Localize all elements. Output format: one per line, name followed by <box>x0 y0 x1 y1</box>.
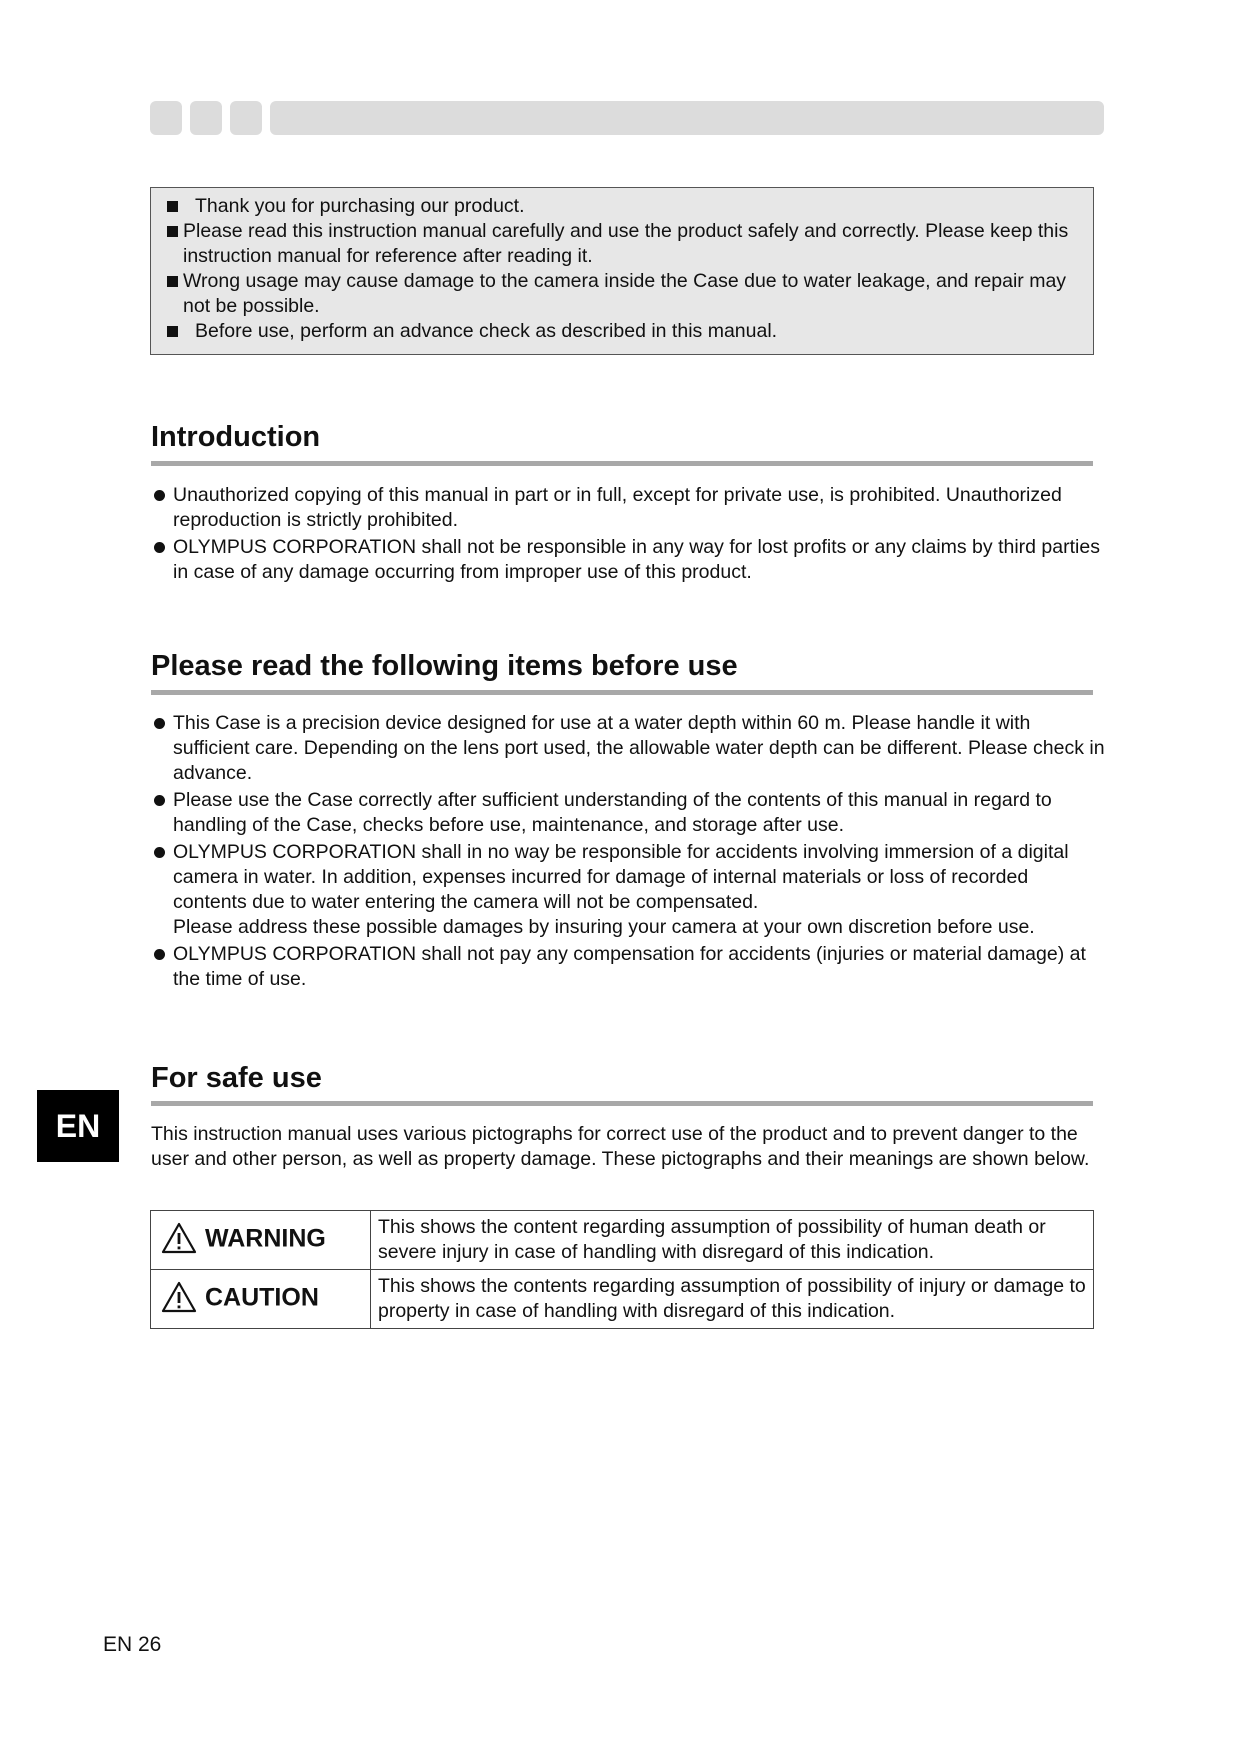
language-tab: EN <box>37 1090 119 1162</box>
list-item-note: Please address these possible damages by insuring your camera at your own discretion before use. <box>173 916 1035 938</box>
list-item: This Case is a precision device designed for use at a water depth within 60 m. Please handle it with sufficient care. Depending on the lens port used, the allowable water depth can be different. Please check in advance. <box>151 711 1106 786</box>
introduction-list <box>151 483 1101 587</box>
notice-item: Thank you for purchasing our product. <box>163 194 1079 219</box>
header-block <box>190 101 222 135</box>
legend-description: This shows the contents regarding assumption of possibility of injury or damage to property in case of handling with disregard of this indication. <box>371 1270 1094 1329</box>
legend-label: CAUTION <box>205 1283 319 1312</box>
header-band <box>270 101 1104 135</box>
legend-description: This shows the content regarding assumption of possibility of human death or severe injury in case of handling with disregard of this indication. <box>371 1211 1094 1270</box>
section-rule <box>151 690 1093 695</box>
list-item: OLYMPUS CORPORATION shall in no way be responsible for accidents involving immersion of a digital camera in water. In addition, expenses incurred for damage of internal materials or loss of recorded contents due to water entering the camera will not be compensated. Please address these possible damages by insuring your camera at your own discretion before use. <box>151 840 1098 940</box>
header-block <box>150 101 182 135</box>
section-rule <box>151 1101 1093 1106</box>
section-title-before-use: Please read the following items before use <box>151 650 738 682</box>
table-row <box>151 1270 1094 1329</box>
square-bullet-icon <box>167 326 178 337</box>
round-bullet-icon <box>154 718 165 729</box>
pictograph-legend-table <box>150 1210 1094 1329</box>
notice-item: Before use, perform an advance check as described in this manual. <box>163 319 1079 344</box>
safe-use-intro: This instruction manual uses various pictographs for correct use of the product and to prevent danger to the user and other person, as well as property damage. These pictographs and their meanings are shown below. <box>151 1123 1090 1170</box>
square-bullet-icon <box>167 201 178 212</box>
round-bullet-icon <box>154 949 165 960</box>
list-item: OLYMPUS CORPORATION shall not pay any compensation for accidents (injuries or material damage) at the time of use. <box>151 942 1106 992</box>
table-row <box>151 1211 1094 1270</box>
legend-label-cell <box>151 1270 371 1329</box>
page-number: EN 26 <box>103 1633 162 1656</box>
section-title-introduction: Introduction <box>151 421 321 453</box>
notice-item: Please read this instruction manual carefully and use the product safely and correctly. Please keep this instruction manual for reference after reading it. <box>163 219 1079 269</box>
round-bullet-icon <box>154 847 165 858</box>
list-item: Please use the Case correctly after sufficient understanding of the contents of this manual in regard to handling of the Case, checks before use, maintenance, and storage after use. <box>151 788 1106 838</box>
legend-label: WARNING <box>205 1224 326 1253</box>
before-use-list <box>151 711 1106 994</box>
header-decoration <box>150 101 1104 135</box>
list-item: Unauthorized copying of this manual in part or in full, except for private use, is prohibited. Unauthorized reproduction is strictly prohibited. <box>151 483 1101 533</box>
warning-triangle-icon <box>161 1222 197 1254</box>
section-rule <box>151 461 1093 466</box>
square-bullet-icon <box>167 276 178 287</box>
header-block <box>230 101 262 135</box>
legend-label-cell <box>151 1211 371 1270</box>
square-bullet-icon <box>167 226 178 237</box>
round-bullet-icon <box>154 542 165 553</box>
list-item: OLYMPUS CORPORATION shall not be responsible in any way for lost profits or any claims by third parties in case of any damage occurring from improper use of this product. <box>151 535 1101 585</box>
round-bullet-icon <box>154 490 165 501</box>
notice-box <box>150 187 1094 355</box>
warning-triangle-icon <box>161 1281 197 1313</box>
notice-item: Wrong usage may cause damage to the camera inside the Case due to water leakage, and repair may not be possible. <box>163 269 1079 319</box>
section-title-safe-use: For safe use <box>151 1062 322 1094</box>
round-bullet-icon <box>154 795 165 806</box>
